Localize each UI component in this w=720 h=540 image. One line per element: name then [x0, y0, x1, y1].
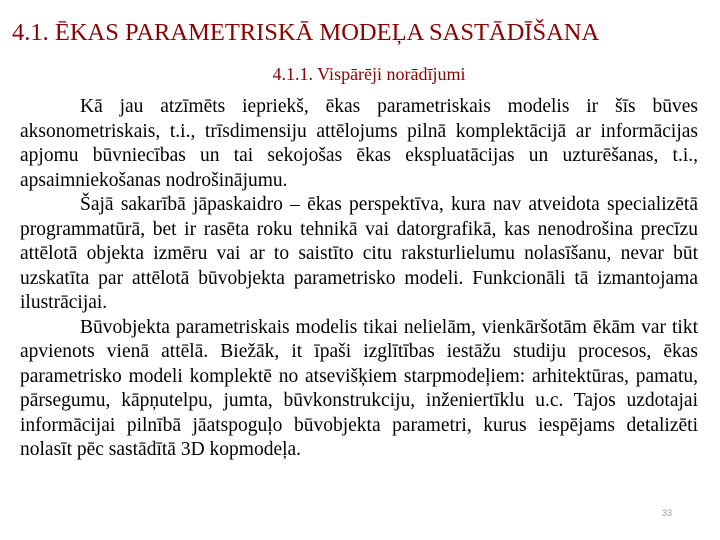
paragraph-3: Būvobjekta parametriskais modelis tikai nelielām, vienkāršotām ēkām var tikt apvienots vienā attēlā. Biežāk, it īpaši izglītības iestāžu studiju procesos, ēkas parametrisko modeli komplektē no atsevišķiem starpmodeļiem: arhitektūras, pamatu, pārsegumu, kāpņutelpu, jumta, būvkonstrukciju, inženiertīklu u.c. Tajos uzdotajai informācijai pilnībā jāatspoguļo būvobjekta parametri, kurus iespējams detalizēti nolasīt pēc sastādītā 3D kopmodeļa.	[20, 316, 698, 460]
paragraph-2: Šajā sakarībā jāpaskaidro – ēkas perspektīva, kura nav atveidota specializētā programmatūrā, bet ir rasēta roku tehnikā vai datorgrafikā, kas nenodrošina precīzu attēlotā objekta izmēru vai ar to saistīto citu raksturlielumu nolasīšanu, nevar būt uzskatīta par attēlotā būvobjekta parametrisko modeli. Funkcionāli tā izmantojama ilustrācijai.	[20, 194, 698, 313]
page-number: 33	[662, 508, 673, 518]
page-title: 4.1. ĒKAS PARAMETRISKĀ MODEĻA SASTĀDĪŠANA	[12, 19, 600, 46]
paragraph-1: Kā jau atzīmēts iepriekš, ēkas parametriskais modelis ir šīs būves aksonometriskais, t.i., trīsdimensiju attēlojums pilnā komplektācijā ar informācijas apjomu būvniecības un tai sekojošas ēkas ekspluatācijas un uzturēšanas, t.i., apsaimniekošanas nodrošinājumu.	[20, 96, 698, 191]
section-heading: 4.1.1. Vispārēji norādījumi	[272, 64, 466, 84]
body-text	[20, 95, 698, 463]
